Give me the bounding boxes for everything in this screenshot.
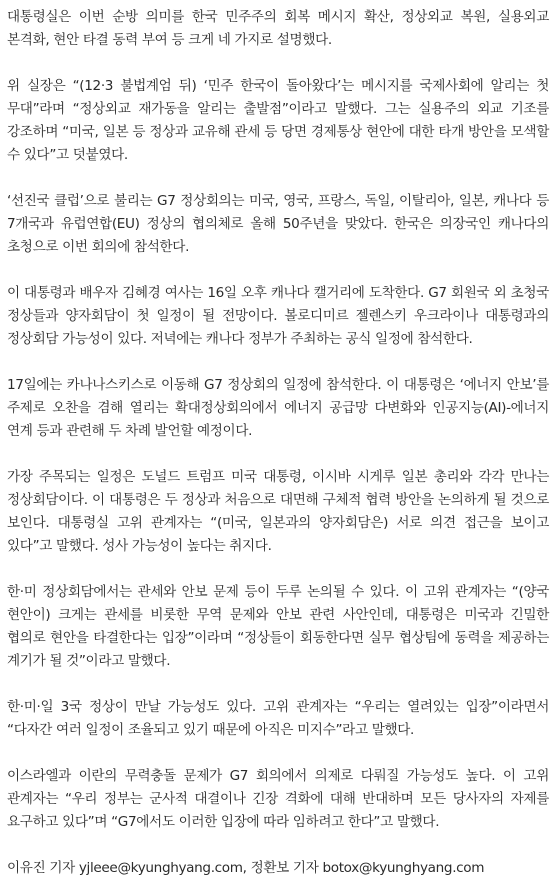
- paragraph-bilateral-talks: 가장 주목되는 일정은 도널드 트럼프 미국 대통령, 이시바 시게루 일본 총리와 각각 만나는 정상회담이다. 이 대통령은 두 정상과 처음으로 대면해 구체적 협력 방안을 논의하게 될 것으로 보인다. 대통령실 고위 관계자는 “(미국, 일본과의 양자회담은) 서로 의견 접근을 보이고 있다”고 말했다. 성사 가능성이 높다는 취지다.: [7, 469, 549, 554]
- paragraph-arrival-schedule: 이 대통령과 배우자 김혜경 여사는 16일 오후 캐나다 캘거리에 도착한다. G7 회원국 외 초청국 정상들과 양자회담이 첫 일정이 될 전망이다. 볼로디미르 젤렌스키 우크라이나 대통령과의 정상회담 가능성이 있다. 저녁에는 캐나다 정부가 주최하는 공식 일정에 참석한다.: [7, 285, 549, 347]
- paragraph-korea-us-summit: 한·미 정상회담에서는 관세와 안보 문제 등이 두루 논의될 수 있다. 이 고위 관계자는 “(양국 현안이) 크게는 관세를 비롯한 무역 문제와 안보 관련 사안인데, 대통령은 미국과 긴밀한 협의로 현안을 타결한다는 입장”이라며 “정상들이 회동한다면 실무 협상팀에 동력을 제공하는 계기가 될 것”이라고 말했다.: [7, 584, 549, 669]
- paragraph-g7-overview: ‘선진국 클럽’으로 불리는 G7 정상회의는 미국, 영국, 프랑스, 독일, 이탈리아, 일본, 캐나다 등 7개국과 유럽연합(EU) 정상의 협의체로 올해 50주년을 맞았다. 한국은 의장국인 캐나다의 초청으로 이번 회의에 참석한다.: [7, 193, 549, 255]
- paragraph-diplomacy-restart: 위 실장은 “(12·3 불법계엄 뒤) ‘민주 한국이 돌아왔다’는 메시지를 국제사회에 알리는 첫 무대”라며 “정상외교 재가동을 알리는 출발점”이라고 말했다. 그는 실용주의 외교 기조를 강조하며 “미국, 일본 등 정상과 교유해 관세 등 당면 경제통상 현안에 대한 타개 방안을 모색할 수 있다”고 덧붙였다.: [7, 78, 549, 163]
- paragraph-middle-east-issue: 이스라엘과 이란의 무력충돌 문제가 G7 회의에서 의제로 다뤄질 가능성도 높다. 이 고위 관계자는 “우리 정부는 군사적 대결이나 긴장 격화에 대해 반대하며 모든 당사자의 자제를 요구하고 있다”며 “G7에서도 이러한 입장에 따라 임하려고 한다”고 말했다.: [7, 768, 549, 830]
- paragraph-visit-meaning: 대통령실은 이번 순방 의미를 한국 민주주의 회복 메시지 확산, 정상외교 복원, 실용외교 본격화, 현안 타결 동력 부여 등 크게 네 가지로 설명했다.: [7, 9, 549, 48]
- paragraph-trilateral-summit: 한·미·일 3국 정상이 만날 가능성도 있다. 고위 관계자는 “우리는 열려있는 입장”이라면서 “다자간 여러 일정이 조율되고 있기 때문에 아직은 미지수”라고 말했다.: [7, 699, 549, 738]
- paragraph-summit-schedule: 17일에는 카나나스키스로 이동해 G7 정상회의 일정에 참석한다. 이 대통령은 ‘에너지 안보’를 주제로 오찬을 겸해 열리는 확대정상회의에서 에너지 공급망 다변화와 인공지능(AI)-에너지 연계 등과 관련해 두 차례 발언할 예정이다.: [7, 377, 549, 439]
- byline: 이유진 기자 yjleee@kyunghyang.com, 정환보 기자 botox@kyunghyang.com: [7, 860, 485, 876]
